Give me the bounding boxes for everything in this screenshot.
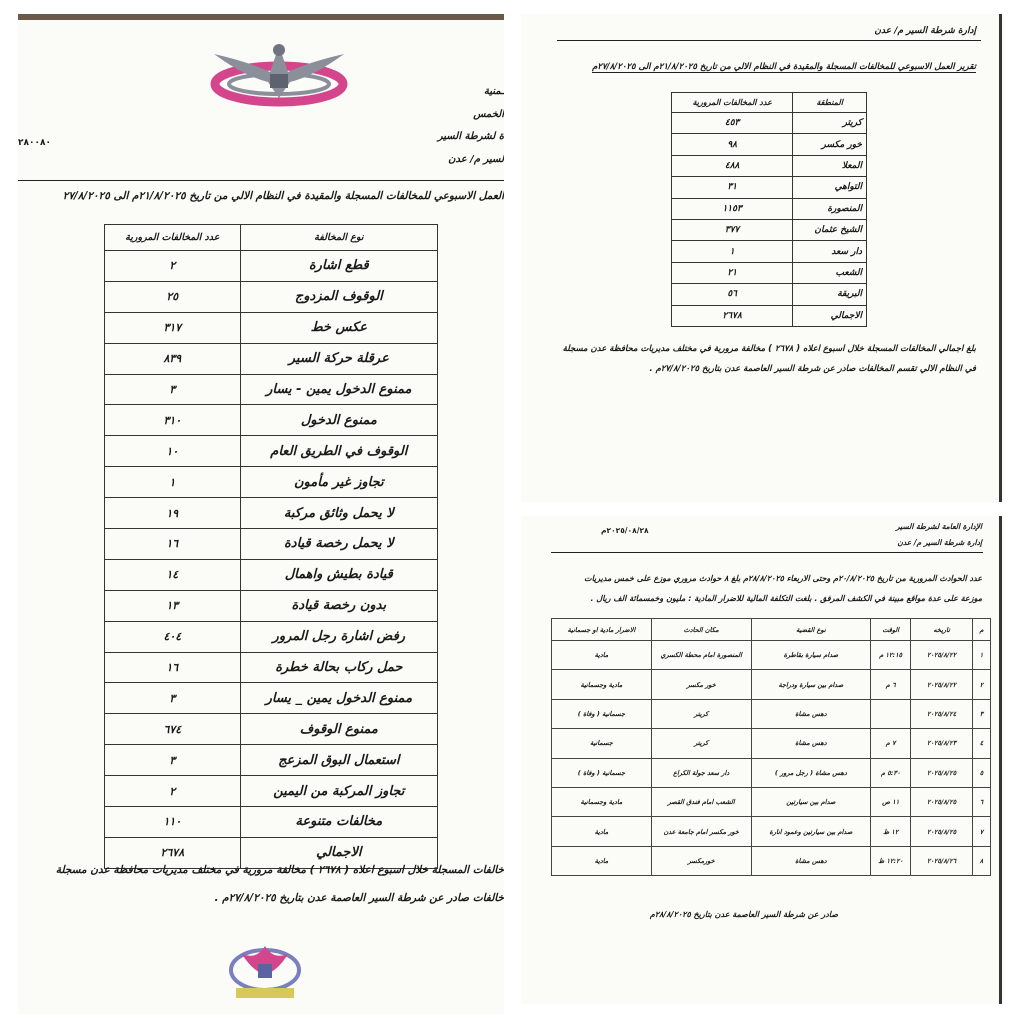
table-cell: خورمكسر bbox=[651, 846, 751, 875]
table-cell: ٢ bbox=[105, 251, 241, 282]
table-row bbox=[105, 652, 438, 683]
column-header: المنطقة bbox=[793, 93, 867, 113]
footer-line: خالفات المسجلة خلال اسبوع اعلاه ( ٢٦٧٨ ) مخالفة مرورية في مختلف مديريات محافظة عدن مسجلة bbox=[55, 864, 504, 876]
footer-line: خالفات صادر عن شرطة السير العاصمة عدن بتاريخ ٢٧/٨/٢٠٢٥م . bbox=[214, 892, 504, 904]
table-cell: حمل ركاب بحالة خطرة bbox=[240, 652, 437, 683]
table-cell: صدام بين سيارة ودراجة bbox=[751, 670, 871, 699]
table-row bbox=[672, 113, 867, 134]
table-row bbox=[105, 714, 438, 745]
table-cell: ممنوع الدخول يمين _ يسار bbox=[240, 683, 437, 714]
table-cell: صدام سيارة بقاطرة bbox=[751, 641, 871, 670]
column-header: م bbox=[973, 619, 991, 641]
table-cell: مادية وجسمانية bbox=[552, 787, 652, 816]
page-edge bbox=[999, 516, 1002, 1004]
table-cell: خور مكسر bbox=[651, 670, 751, 699]
table-cell: ١٠ bbox=[105, 436, 241, 467]
table-cell: ٣ bbox=[105, 683, 241, 714]
table-cell: ممنوع الدخول bbox=[240, 405, 437, 436]
table-cell: دهس مشاة bbox=[751, 846, 871, 875]
table-row bbox=[105, 251, 438, 282]
table-cell: الوقوف في الطريق العام bbox=[240, 436, 437, 467]
table-row bbox=[552, 641, 991, 670]
table-row bbox=[552, 846, 991, 875]
table-cell: ٨٣٩ bbox=[105, 343, 241, 374]
table-row bbox=[105, 559, 438, 590]
table-cell: ١٩ bbox=[105, 498, 241, 529]
table-cell: ٥:٣٠ م bbox=[871, 758, 911, 787]
table-cell: ٢ bbox=[973, 670, 991, 699]
table-cell: ٢٠٢٥/٨/٢٤ bbox=[911, 699, 973, 728]
table-cell: الاجمالي bbox=[793, 305, 867, 326]
table-cell: مادية bbox=[552, 641, 652, 670]
table-cell: ٣١ bbox=[672, 177, 793, 198]
table-row bbox=[672, 177, 867, 198]
table-cell: عكس خط bbox=[240, 312, 437, 343]
table-row bbox=[552, 758, 991, 787]
table-cell: ٣ bbox=[105, 745, 241, 776]
table-cell: ٣ bbox=[105, 374, 241, 405]
intro-line: عدد الحوادث المرورية من تاريخ ٢٠/٨/٢٠٢٥م وحتى الاربعاء ٢٨/٨/٢٠٢٥م بلغ ٨ حوادث مروري موزع على خمس مديريات bbox=[584, 574, 982, 583]
table-cell: ٣٧٧ bbox=[672, 219, 793, 240]
report-title: تقرير العمل الاسبوعي للمخالفات المسجلة والمقيدة في النظام الالي من تاريخ ٢١/٨/٢٠٢٥م الى ٢٧/٨/٢٠٢٥م bbox=[592, 62, 976, 72]
traffic-police-seal-icon bbox=[222, 940, 308, 1004]
header-line: لسير م/ عدن bbox=[448, 154, 504, 165]
table-cell: ٢٦٧٨ bbox=[672, 305, 793, 326]
left-document-page bbox=[18, 14, 504, 1014]
table-cell: ١ bbox=[973, 641, 991, 670]
table-cell: جسمانية ( وفاة ) bbox=[552, 758, 652, 787]
table-cell: دهس مشاة ( رجل مرور ) bbox=[751, 758, 871, 787]
table-cell: ٤٥٣ bbox=[672, 113, 793, 134]
footer-line: في النظام الالي تقسم المخالفات صادر عن شرطة السير العاصمة عدن بتاريخ ٢٧/٨/٢٠٢٥م . bbox=[649, 364, 976, 374]
table-cell: ٢١ bbox=[672, 262, 793, 283]
table-row bbox=[552, 670, 991, 699]
table-cell: مخالفات متنوعة bbox=[240, 807, 437, 838]
table-cell: ٢٠٢٥/٨/٢٢ bbox=[911, 670, 973, 699]
table-row bbox=[105, 529, 438, 560]
table-row bbox=[105, 312, 438, 343]
accidents-report-page bbox=[521, 516, 1004, 1004]
column-header: تاريخه bbox=[911, 619, 973, 641]
issued-by-footer: صادر عن شرطة السير العاصمة عدن بتاريخ ٢٨/٨/٢٠٢٥م bbox=[649, 910, 838, 919]
table-cell: بدون رخصة قيادة bbox=[240, 590, 437, 621]
table-cell: الوقوف المزدوج bbox=[240, 281, 437, 312]
table-cell: لا يحمل وثائق مركبة bbox=[240, 498, 437, 529]
table-cell: ١١٥٣ bbox=[672, 198, 793, 219]
column-header: مكان الحادث bbox=[651, 619, 751, 641]
table-cell: ٤ bbox=[973, 729, 991, 758]
column-header: الاضرار مادية او جسمانية bbox=[552, 619, 652, 641]
table-cell: ١٢ ظ bbox=[871, 817, 911, 846]
table-cell: تجاوز المركبة من اليمين bbox=[240, 776, 437, 807]
table-cell: ٢٠٢٥/٨/٢٥ bbox=[911, 758, 973, 787]
table-cell: قطع اشارة bbox=[240, 251, 437, 282]
table-cell: قيادة بطيش واهمال bbox=[240, 559, 437, 590]
table-cell: ٩٨ bbox=[672, 134, 793, 155]
table-row bbox=[672, 241, 867, 262]
table-cell: ٥٦ bbox=[672, 284, 793, 305]
table-row bbox=[105, 374, 438, 405]
table-cell: دار سعد bbox=[793, 241, 867, 262]
table-row bbox=[672, 305, 867, 326]
table-cell: ٦ م bbox=[871, 670, 911, 699]
table-cell: ١٢:١٥ م bbox=[871, 641, 911, 670]
table-cell: التواهي bbox=[793, 177, 867, 198]
table-cell: ٣١٠ bbox=[105, 405, 241, 436]
table-row bbox=[105, 467, 438, 498]
table-cell: المنصورة bbox=[793, 198, 867, 219]
table-cell: ٦٧٤ bbox=[105, 714, 241, 745]
header-line: ـمنية bbox=[483, 86, 504, 97]
table-cell bbox=[871, 699, 911, 728]
document-date: ٢٠٢٥/٠٨/٢٨م bbox=[601, 526, 649, 535]
table-row bbox=[105, 281, 438, 312]
table-row bbox=[105, 436, 438, 467]
table-cell: ٢٦٧٨ bbox=[105, 837, 241, 868]
table-cell: ٢٠٢٥/٨/٢٣ bbox=[911, 729, 973, 758]
table-cell: ١٤ bbox=[105, 559, 241, 590]
table-cell: مادية bbox=[552, 817, 652, 846]
table-cell: مادية وجسمانية bbox=[552, 670, 652, 699]
table-cell: كريتر bbox=[793, 113, 867, 134]
district-report-page bbox=[521, 14, 1004, 502]
table-cell: ٧ م bbox=[871, 729, 911, 758]
table-row bbox=[105, 745, 438, 776]
footer-line: بلغ اجمالي المخالفات المسجلة خلال اسبوع اعلاه ( ٢٦٧٨ ) مخالفة مرورية في مختلف مديريات محافظة عدن مسجلة bbox=[562, 344, 976, 354]
table-row bbox=[105, 498, 438, 529]
table-cell: تجاوز غير مأمون bbox=[240, 467, 437, 498]
table-row bbox=[672, 198, 867, 219]
table-row bbox=[105, 343, 438, 374]
table-row bbox=[552, 699, 991, 728]
table-cell: ٢٠٢٥/٨/٢٥ bbox=[911, 817, 973, 846]
table-cell: الشعب امام فندق القصر bbox=[651, 787, 751, 816]
table-cell: ٧ bbox=[973, 817, 991, 846]
table-cell: دهس مشاة bbox=[751, 699, 871, 728]
table-row bbox=[672, 219, 867, 240]
table-cell: ١٢:٢٠ ظ bbox=[871, 846, 911, 875]
table-cell: لا يحمل رخصة قيادة bbox=[240, 529, 437, 560]
document-date: ٢٨٠٠٨٠ bbox=[18, 138, 51, 148]
table-cell: الاجمالي bbox=[240, 837, 437, 868]
column-header: عدد المخالفات المرورية bbox=[672, 93, 793, 113]
table-cell: المنصورة امام محطة الكسري bbox=[651, 641, 751, 670]
table-row bbox=[105, 405, 438, 436]
table-cell: ١١ ص bbox=[871, 787, 911, 816]
table-cell: ١٦ bbox=[105, 529, 241, 560]
table-row bbox=[105, 776, 438, 807]
column-header: نوع القضية bbox=[751, 619, 871, 641]
report-title: العمل الاسبوعي للمخالفات المسجلة والمقيدة في النظام الالي من تاريخ ٢١/٨/٢٠٢٥م الى ٢٧/٨/٢٠٢٥ bbox=[62, 190, 504, 202]
table-cell: ١٦ bbox=[105, 652, 241, 683]
table-cell: ٢٠٢٥/٨/٢٢ bbox=[911, 641, 973, 670]
table-row bbox=[552, 817, 991, 846]
table-row bbox=[105, 621, 438, 652]
violations-type-table bbox=[104, 224, 438, 869]
table-row bbox=[105, 807, 438, 838]
department-header: إدارة شرطة السير م/ عدن bbox=[874, 26, 976, 36]
table-cell: رفض اشارة رجل المرور bbox=[240, 621, 437, 652]
table-row bbox=[105, 590, 438, 621]
table-cell: ٢٥ bbox=[105, 281, 241, 312]
table-cell: ٣١٧ bbox=[105, 312, 241, 343]
column-header: عدد المخالفات المرورية bbox=[105, 225, 241, 251]
table-cell: ٢٠٢٥/٨/٢٥ bbox=[911, 787, 973, 816]
header-line: إدارة شرطة السير م/ عدن bbox=[897, 538, 982, 547]
table-cell: ١ bbox=[105, 467, 241, 498]
table-cell: مادية bbox=[552, 846, 652, 875]
table-row bbox=[672, 134, 867, 155]
table-cell: كريتر bbox=[651, 699, 751, 728]
table-cell: صدام بين سيارتين وعمود انارة bbox=[751, 817, 871, 846]
table-cell: ٤٠٤ bbox=[105, 621, 241, 652]
header-line: الخمس bbox=[473, 109, 504, 120]
table-cell: الشيخ عثمان bbox=[793, 219, 867, 240]
header-line: الإدارة العامة لشرطة السير bbox=[895, 522, 982, 531]
table-cell: البريقة bbox=[793, 284, 867, 305]
header-line: ة لشرطة السير bbox=[437, 131, 504, 142]
column-header: نوع المخالفة bbox=[240, 225, 437, 251]
table-cell: دار سعد جولة الكراع bbox=[651, 758, 751, 787]
table-cell: ٣ bbox=[973, 699, 991, 728]
table-cell: ١ bbox=[672, 241, 793, 262]
table-cell: عرقلة حركة السير bbox=[240, 343, 437, 374]
table-cell: المعلا bbox=[793, 155, 867, 176]
table-cell: خور مكسر امام جامعة عدن bbox=[651, 817, 751, 846]
table-cell: جسمانية ( وفاة ) bbox=[552, 699, 652, 728]
table-cell: ١١٠ bbox=[105, 807, 241, 838]
table-row bbox=[552, 729, 991, 758]
table-cell: ٨ bbox=[973, 846, 991, 875]
district-violations-table bbox=[671, 92, 867, 327]
table-row bbox=[105, 683, 438, 714]
table-cell: ٤٨٨ bbox=[672, 155, 793, 176]
table-cell: استعمال البوق المزعج bbox=[240, 745, 437, 776]
eagle-emblem-icon bbox=[194, 36, 364, 114]
table-row bbox=[672, 155, 867, 176]
table-cell: ٥ bbox=[973, 758, 991, 787]
table-row bbox=[672, 262, 867, 283]
divider bbox=[557, 40, 981, 41]
table-cell: ١٣ bbox=[105, 590, 241, 621]
table-cell: الشعب bbox=[793, 262, 867, 283]
divider bbox=[551, 552, 983, 553]
table-cell: صدام بين سيارتين bbox=[751, 787, 871, 816]
table-row bbox=[552, 787, 991, 816]
table-cell: ممنوع الوقوف bbox=[240, 714, 437, 745]
table-cell: كريتر bbox=[651, 729, 751, 758]
table-cell: ٢ bbox=[105, 776, 241, 807]
page-edge bbox=[999, 14, 1002, 502]
table-cell: جسمانية bbox=[552, 729, 652, 758]
accidents-table bbox=[551, 618, 991, 876]
table-row bbox=[672, 284, 867, 305]
table-cell: ٢٠٢٥/٨/٢٦ bbox=[911, 846, 973, 875]
table-cell: دهس مشاة bbox=[751, 729, 871, 758]
table-cell: خور مكسر bbox=[793, 134, 867, 155]
intro-line: موزعة على عدة مواقع مبينة في الكشف المرفق . بلغت التكلفة المالية للاضرار المادية : مليون وخمسمائة الف ريال . bbox=[590, 594, 982, 603]
table-cell: ٦ bbox=[973, 787, 991, 816]
table-cell: ممنوع الدخول يمين - يسار bbox=[240, 374, 437, 405]
page-top-edge bbox=[18, 14, 504, 20]
column-header: الوقت bbox=[871, 619, 911, 641]
divider bbox=[18, 180, 504, 181]
